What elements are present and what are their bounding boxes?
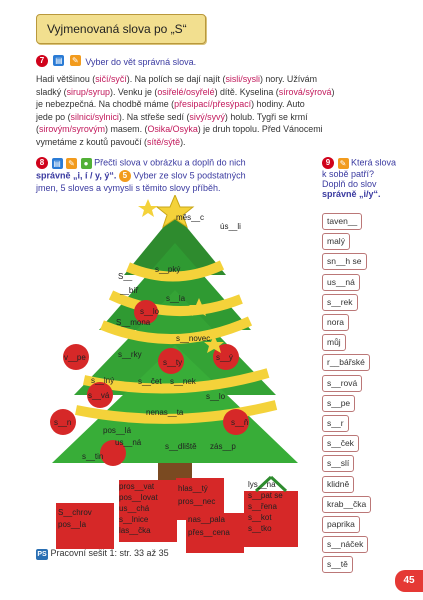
sentence-text: ) hodiny. Auto (251, 99, 305, 109)
sentence-text: Hadi většinou ( (36, 74, 96, 84)
workbook-text: Pracovní sešit 1: str. 33 až 35 (50, 548, 169, 558)
sentence-text: ). (180, 136, 186, 147)
task-8-line2b: Vyber ze slov 5 podstatných (133, 170, 246, 181)
task-instruction: Vyber do vět správná slova. (85, 57, 197, 67)
tree-word: s__čet (138, 377, 162, 386)
gift-word: las__čka (119, 526, 151, 535)
word-tag[interactable]: s__ček (322, 435, 359, 452)
word-choice[interactable]: osiřelé/osyřelé (157, 86, 215, 97)
tree-word: s__tin (82, 452, 104, 461)
tree-word: __bíř (120, 286, 139, 295)
tree-word: s__dliště (165, 442, 197, 451)
word-tag[interactable]: s__náček (322, 536, 368, 553)
gift-word: s__řena (248, 502, 277, 511)
tree-word: ús__li (220, 222, 241, 231)
task-7-line (36, 123, 406, 136)
book-icon: ▤ (55, 56, 63, 66)
sentence-text: sladký ( (36, 86, 67, 97)
word-choice[interactable]: sítě/sýtě (147, 136, 181, 147)
gift-word: lys__na (248, 480, 276, 489)
task-number: 9 (322, 157, 334, 169)
star-icon (138, 199, 158, 217)
word-tag[interactable]: sn__h se (322, 253, 367, 270)
task-9 (322, 157, 417, 199)
task-7-line (36, 136, 406, 149)
tree-word: s__lný (91, 376, 115, 385)
speech-icon: ● (81, 158, 92, 169)
workbook-reference (36, 548, 169, 560)
word-tag[interactable]: můj (322, 334, 346, 351)
pencil-icon: ✎ (70, 55, 81, 66)
gift-word: s__pat se (248, 491, 283, 500)
word-tag[interactable]: s__tě (322, 556, 353, 573)
task-7 (36, 52, 406, 148)
task-number: 8 (36, 157, 48, 169)
tree-word: s__lo (206, 392, 226, 401)
tree-word: us__ná (115, 438, 142, 447)
sentence-text: ) holub. Tygři se krmí (224, 111, 308, 122)
gift-word: s__lnice (119, 515, 149, 524)
task-8 (36, 157, 296, 193)
word-choice[interactable]: sirup/syrup (66, 86, 110, 97)
task-8-line3: jmen, 5 sloves a vymysli s těmito slovy příběh. (36, 183, 221, 193)
tree-word: s__lo (140, 307, 160, 316)
tree-word: měs__c (176, 213, 205, 222)
word-tag[interactable]: s__rek (322, 294, 358, 311)
sentence-text: jede po ( (36, 111, 71, 122)
sentence-text: ). Na střeše sedí ( (118, 111, 190, 122)
pencil-icon: ✎ (338, 158, 349, 169)
tree-word: s__ň (231, 418, 249, 427)
word-tag[interactable]: us__ná (322, 274, 360, 291)
tree-word: s__rky (118, 350, 142, 359)
workbook-badge: PS (37, 551, 47, 558)
gift-word: pros__vat (119, 482, 155, 491)
word-choice[interactable]: sičí/syčí (95, 74, 127, 84)
word-tag[interactable]: paprika (322, 516, 360, 533)
word-tag[interactable]: s__rová (322, 375, 362, 392)
gift-word: pos__lovat (119, 493, 158, 502)
task-7-text (36, 73, 406, 148)
sentence-text: ). Venku je ( (109, 86, 158, 97)
task-7-line (36, 111, 406, 124)
word-choice[interactable]: sírová/sýrová (278, 86, 332, 97)
task-7-line (36, 73, 406, 86)
word-choice[interactable]: sirovým/syrovým (38, 124, 106, 134)
gift-word: S__chrov (58, 508, 92, 517)
tree-word: v__pe (64, 353, 86, 362)
sentence-text: ) masem. ( (105, 124, 148, 134)
sentence-text: ( (36, 124, 39, 134)
task-8-line1: Přečti slova v obrázku a doplň do nich (94, 157, 246, 168)
sentence-text: ). Na polích se dají najít ( (126, 74, 226, 84)
word-tag[interactable]: r__bářské (322, 354, 370, 371)
gift-word: us__chá (119, 504, 150, 513)
task-number-b: 5 (119, 170, 131, 182)
gift-word: s__tko (248, 524, 272, 533)
gift-word: s__kot (248, 513, 272, 522)
section-title: Vyjmenovaná slova po „S“ (36, 14, 206, 44)
task-7-line (36, 98, 406, 111)
word-tag[interactable]: s__pe (322, 395, 355, 412)
task-number: 7 (36, 55, 48, 67)
gift-word: nas__pala (188, 515, 225, 524)
gift-word: pros__nec (178, 497, 216, 506)
tree-word: nenas__ta (146, 408, 184, 417)
tree-word: pos__lá (103, 426, 132, 435)
word-tag[interactable]: klidně (322, 476, 354, 493)
sentence-text: ) (331, 86, 335, 97)
tree-word: s__vá (88, 391, 110, 400)
tree-word: s__n (54, 418, 72, 427)
word-tag[interactable]: krab__čka (322, 496, 371, 513)
sentence-text: vymetáme z koutů pavoučí ( (36, 136, 147, 147)
task-9-line: Doplň do slov (322, 179, 377, 189)
gift-word: hlas__tý (178, 484, 208, 493)
gift-word: pos__la (58, 520, 87, 529)
tree-word: s__ý (216, 353, 233, 362)
tree-word: s__nek (170, 377, 196, 386)
gift-word: přes__cena (188, 528, 230, 537)
word-tag[interactable]: nora (322, 314, 349, 331)
tree-word: s__novec (176, 334, 211, 343)
task-9-line: k sobě patří? (322, 169, 375, 179)
word-tag[interactable]: taven__ (322, 213, 362, 230)
tree-word: S__ (118, 272, 133, 281)
word-choice[interactable]: silnici/sylnici (70, 111, 119, 122)
word-tag[interactable]: malý (322, 233, 350, 250)
page-number: 45 (395, 570, 423, 592)
tree-word: s__la (166, 294, 186, 303)
tree-word: s__ty (163, 358, 183, 367)
word-tag[interactable]: s__r (322, 415, 349, 432)
tree-word: S__mona (116, 318, 151, 327)
sentence-text: je nebezpečná. Na chodbě máme ( (36, 99, 175, 109)
task-7-line (36, 86, 406, 99)
tree-word: zás__p (210, 442, 236, 451)
word-choice[interactable]: přesipací/přesýpací (174, 99, 252, 109)
sentence-text: ) nory. Užívám (259, 74, 317, 84)
task-9-line: správně „i/y“. (322, 189, 381, 199)
tree-word: s__pký (155, 265, 181, 274)
task-8-line2: správně „i, í / y, ý“. (36, 170, 117, 181)
word-tag[interactable]: s__slí (322, 455, 354, 472)
pencil-icon: ✎ (66, 158, 77, 169)
sentence-text: ) je druh topolu. Před Vánocemi (197, 124, 323, 134)
book-icon: ▤ (53, 158, 61, 168)
sentence-text: ) dítě. Kyselina ( (214, 86, 279, 97)
word-choice[interactable]: Osika/Osyka (147, 124, 198, 134)
task-9-line: Která slova (351, 157, 397, 168)
word-choice[interactable]: sisli/sysli (225, 74, 260, 84)
word-choice[interactable]: sivý/syvý (189, 111, 225, 122)
